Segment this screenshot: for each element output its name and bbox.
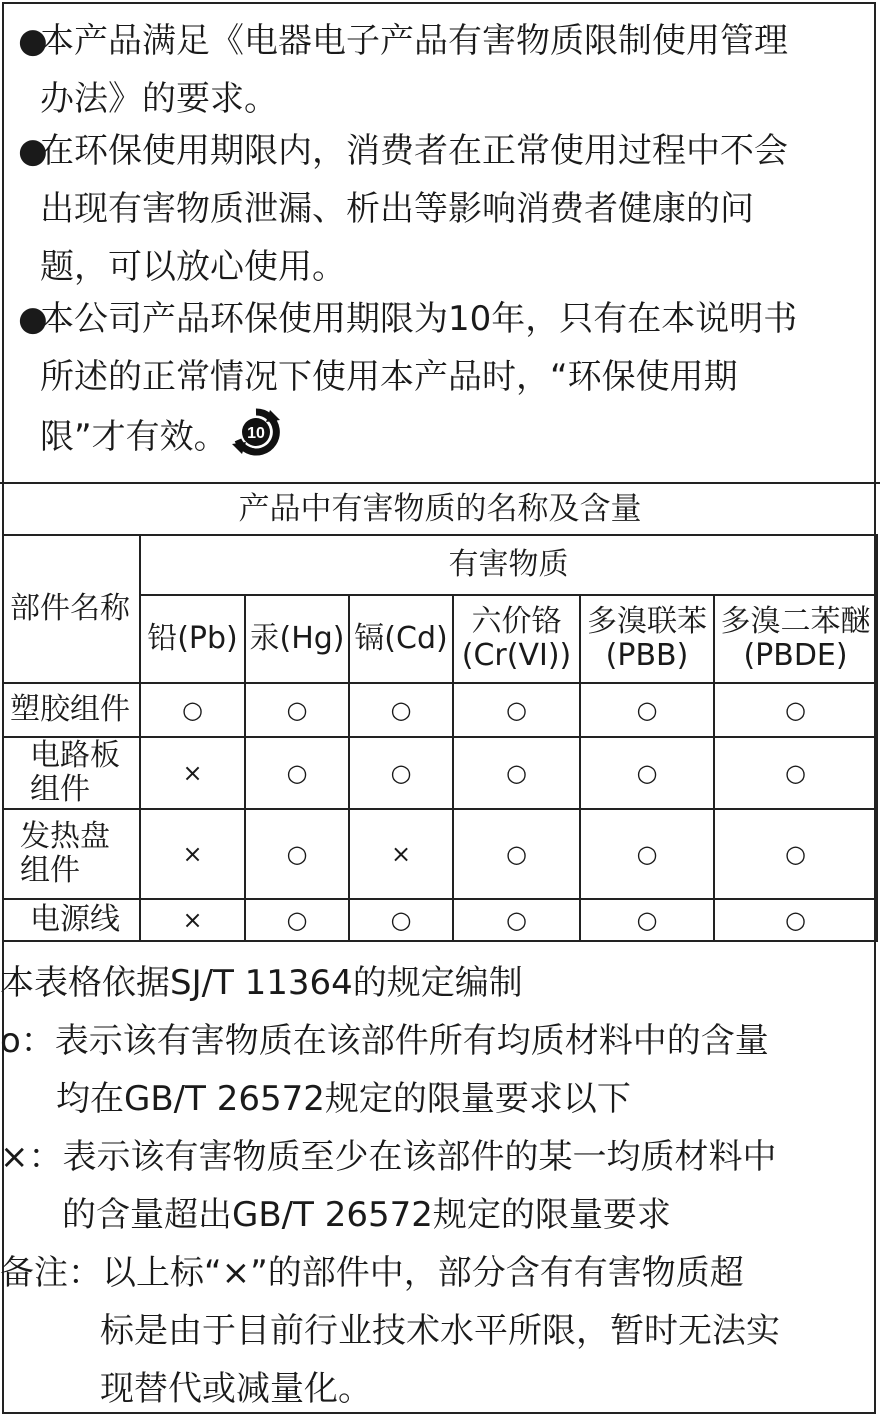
table-row <box>3 899 877 941</box>
substance-mark: ○ <box>714 737 877 809</box>
cross-legend-line: 的含量超出GB/T 26572规定的限量要求 <box>62 1195 671 1235</box>
substance-mark: ○ <box>245 899 349 941</box>
substance-header-cd: 镉(Cd) <box>349 595 453 683</box>
substance-mark: ○ <box>580 899 714 941</box>
statement-period <box>18 290 868 466</box>
table-row <box>3 683 877 737</box>
substance-mark: × <box>140 809 245 899</box>
substance-header-pbb: 多溴联苯 (PBB) <box>580 595 714 683</box>
substance-mark: ○ <box>580 737 714 809</box>
cross-legend-line: ×：表示该有害物质至少在该部件的某一均质材料中 <box>0 1137 777 1177</box>
table-notes <box>0 954 880 1418</box>
substance-mark: ○ <box>453 899 580 941</box>
bullet-dot: ● <box>18 131 48 171</box>
statement-compliance <box>18 12 868 128</box>
statement-line: 出现有害物质泄漏、析出等影响消费者健康的问 <box>40 189 754 229</box>
statement-line: 本产品满足《电器电子产品有害物质限制使用管理 <box>40 21 788 61</box>
substance-mark: ○ <box>453 737 580 809</box>
hazardous-substance-header: 有害物质 <box>140 535 877 595</box>
statement-line: 所述的正常情况下使用本产品时，“环保使用期 <box>40 357 738 397</box>
substance-mark: ○ <box>714 809 877 899</box>
substance-header-pb: 铅(Pb) <box>140 595 245 683</box>
substance-mark: ○ <box>140 683 245 737</box>
epup-years-label: 10 <box>246 425 265 442</box>
substance-mark: ○ <box>714 683 877 737</box>
part-name: 发热盘 组件 <box>3 809 140 899</box>
substance-mark: × <box>140 737 245 809</box>
remark-line: 现替代或减量化。 <box>100 1369 372 1409</box>
substance-mark: ○ <box>245 809 349 899</box>
part-name: 电源线 <box>3 899 140 941</box>
statement-safe-use <box>18 122 868 296</box>
substance-mark: ○ <box>245 737 349 809</box>
table-title: 产品中有害物质的名称及含量 <box>238 491 642 527</box>
bullet-dot: ● <box>18 299 48 339</box>
substance-mark: ○ <box>580 809 714 899</box>
substance-mark: ○ <box>349 683 453 737</box>
substance-header-hg: 汞(Hg) <box>245 595 349 683</box>
circle-legend-line: 均在GB/T 26572规定的限量要求以下 <box>56 1079 631 1119</box>
statement-line: 本公司产品环保使用期限为10年，只有在本说明书 <box>40 299 798 339</box>
table-row <box>3 809 877 899</box>
substance-mark: ○ <box>580 683 714 737</box>
statement-line: 办法》的要求。 <box>40 79 278 119</box>
substance-mark: ○ <box>349 899 453 941</box>
substance-mark: ○ <box>714 899 877 941</box>
table-row <box>3 737 877 809</box>
statement-line: 题，可以放心使用。 <box>40 247 346 287</box>
substance-mark: × <box>349 809 453 899</box>
epup-10-icon <box>230 406 282 458</box>
remark-line: 备注：以上标“×”的部件中，部分含有有害物质超 <box>0 1253 744 1293</box>
part-name: 电路板 组件 <box>3 737 140 809</box>
statement-line: 限”才有效。 <box>40 417 228 457</box>
substance-header-crvi: 六价铬 (Cr(VI)) <box>453 595 580 683</box>
substance-mark: ○ <box>453 683 580 737</box>
substance-mark: × <box>140 899 245 941</box>
circle-legend-line: o：表示该有害物质在该部件所有均质材料中的含量 <box>0 1021 769 1061</box>
remark-line: 标是由于目前行业技术水平所限，暂时无法实 <box>100 1311 780 1351</box>
basis-note: 本表格依据SJ/T 11364的规定编制 <box>0 963 523 1003</box>
substance-mark: ○ <box>349 737 453 809</box>
bullet-dot: ● <box>18 21 48 61</box>
part-name-header: 部件名称 <box>3 535 140 683</box>
substance-mark: ○ <box>453 809 580 899</box>
substance-header-pbde: 多溴二苯醚 (PBDE) <box>714 595 877 683</box>
substance-mark: ○ <box>245 683 349 737</box>
hazardous-substances-table <box>2 534 878 942</box>
part-name: 塑胶组件 <box>3 683 140 737</box>
statement-line: 在环保使用期限内，消费者在正常使用过程中不会 <box>40 131 788 171</box>
